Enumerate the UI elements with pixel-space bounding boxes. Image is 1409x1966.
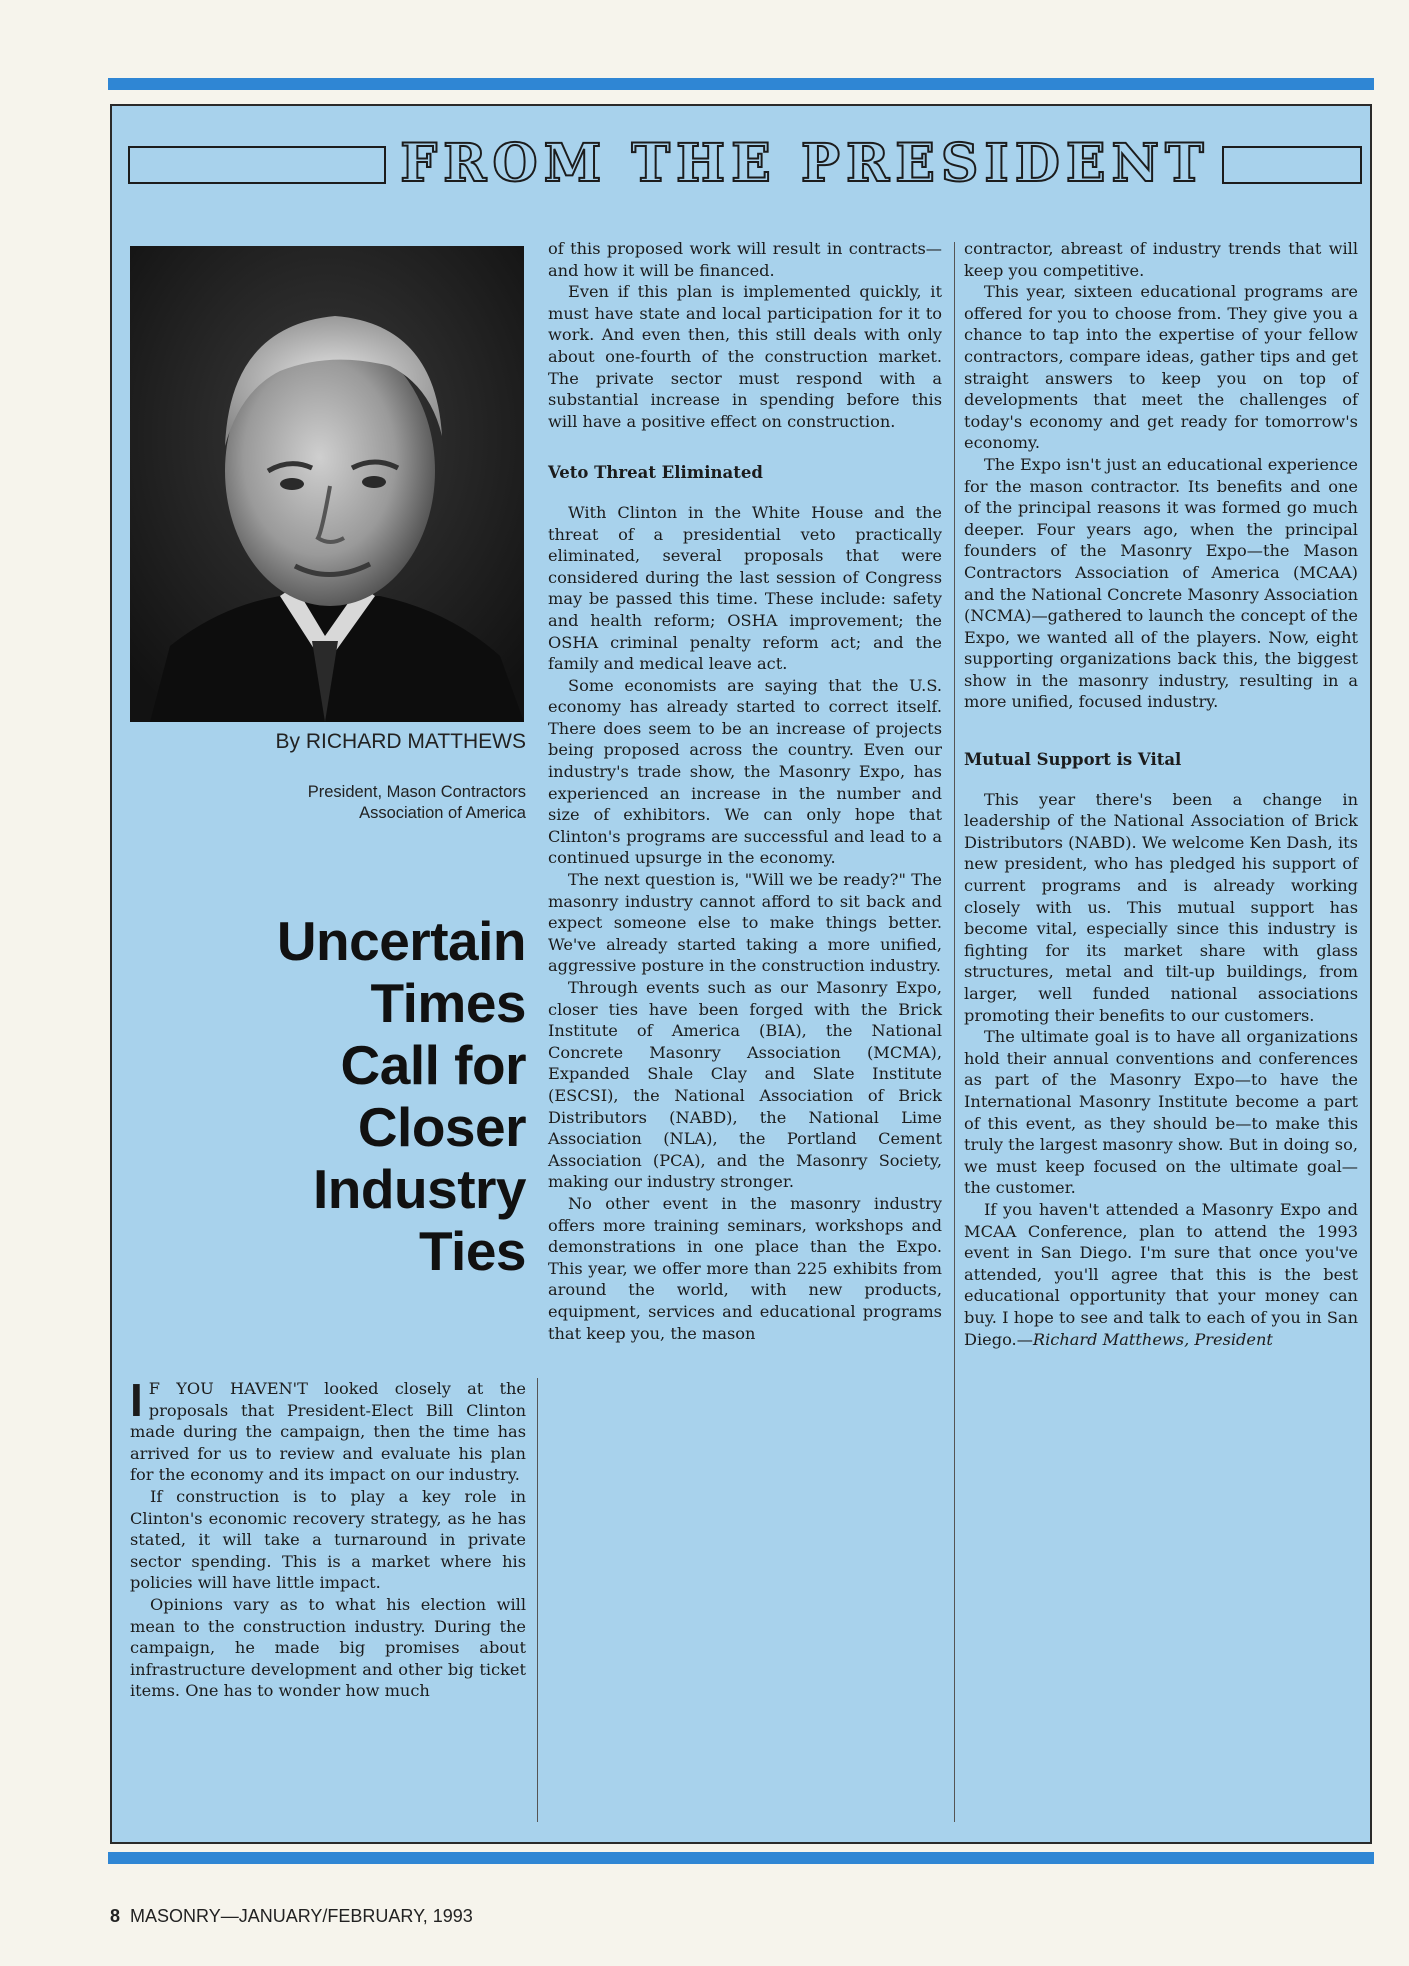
headline-line-6: Ties [418, 1220, 526, 1282]
paragraph: of this proposed work will result in contracts—and how it will be financed. [548, 239, 942, 280]
section-heading: Mutual Support is Vital [964, 750, 1182, 770]
headline-line-5: Industry [313, 1158, 526, 1220]
bottom-accent-bar [108, 1852, 1374, 1864]
top-accent-bar [108, 78, 1374, 90]
column-divider-1 [537, 1378, 538, 1822]
article-column-2 [548, 238, 942, 1344]
paragraph: If construction is to play a key role in Clinton's economic recovery strategy, as he has stated, it will take a turnaround in private sector spending. This is a market where his policies will have little impact. [130, 1486, 526, 1593]
paragraph: Even if this plan is implemented quickly, it must have state and local participation for it to work. And even then, this still deals with only about one-fourth of the construction market. The private sector must respond with a substantial increase in spending before this will have a positive effect on construction. [548, 282, 942, 431]
paragraph: Opinions vary as to what his election will mean to the construction industry. During the campaign, he made big promises about infrastructure development and other big ticket items. One has to wonder how much [130, 1594, 526, 1701]
page-footer [110, 1906, 473, 1927]
headline-line-1: Uncertain [276, 910, 526, 972]
author-portrait-photo [130, 246, 524, 722]
paragraph: No other event in the masonry industry offers more training seminars, workshops and demonstrations in one place than the Expo. This year, we offer more than 225 exhibits from around the world, with new products, equipment, services and educational programs that keep you, the mason [548, 1193, 942, 1343]
author-role-line-1: President, Mason Contractors [307, 783, 526, 801]
paragraph: This year, sixteen educational programs are offered for you to choose from. They give you a chance to tap into the expertise of your fellow contractors, compare ideas, gather tips and get straight answers to keep you on top of developments that meet the challenges of today's economy and get ready for tomorrow's economy. [964, 282, 1358, 453]
column-divider-2 [954, 242, 955, 1822]
paragraph-text: If you haven't attended a Masonry Expo and MCAA Conference, plan to attend the 1993 event in San Diego. I'm sure that once you've attended, you'll agree that this is the best educational opportunity that your money can buy. I hope to see and talk to each of you in San Diego.— [964, 1199, 1358, 1349]
paragraph: Some economists are saying that the U.S. economy has already started to correct itself. There does seem to be an increase of projects being proposed across the country. Even our industry's trade show, the Masonry Expo, has experienced an increase in the number and size of exhibitors. We can only hope that Clinton's programs are successful and lead to a continued upsurge in the economy. [548, 675, 942, 868]
author-byline: By RICHARD MATTHEWS [275, 730, 526, 753]
publication-info: MASONRY—JANUARY/FEBRUARY, 1993 [130, 1906, 473, 1926]
signature: Richard Matthews, President [1032, 1329, 1273, 1349]
masthead-rule-left [128, 146, 386, 184]
author-role [130, 782, 526, 824]
section-heading: Veto Threat Eliminated [548, 463, 763, 483]
masthead-title: FROM THE PRESIDENT [400, 133, 1210, 194]
paragraph: The ultimate goal is to have all organizations hold their annual conventions and conferences as part of the Masonry Expo—to have the International Masonry Institute become a part of this event, as they should be—to make this truly the largest masonry show. But in doing so, we must keep focused on the ultimate goal—the customer. [964, 1027, 1358, 1198]
paragraph-text: F YOU HAVEN'T looked closely at the proposals that President-Elect Bill Clinton made during the campaign, then the time has arrived for us to review and evaluate his plan for the economy and its impact on our industry. [130, 1379, 526, 1485]
headline-line-2: Times [370, 972, 526, 1034]
headline-line-3: Call for [340, 1034, 526, 1096]
page-number: 8 [110, 1906, 121, 1926]
author-role-line-2: Association of America [359, 804, 526, 822]
article-panel [110, 104, 1372, 1844]
paragraph [130, 1374, 526, 1486]
headline-line-4: Closer [357, 1096, 526, 1158]
paragraph: contractor, abreast of industry trends that will keep you competitive. [964, 239, 1358, 280]
article-column-3 [964, 238, 1358, 1350]
paragraph: Through events such as our Masonry Expo, closer ties have been forged with the Brick Institute of America (BIA), the National Concrete Masonry Association (MCMA), Expanded Shale Clay and Slate Institute (ESCSI), the National Association of Brick Distributors (NABD), the National Lime Association (NLA), the Portland Cement Association (PCA), and the Masonry Society, making our industry stronger. [548, 978, 942, 1192]
portrait-icon [130, 246, 524, 722]
paragraph: This year there's been a change in leadership of the National Association of Brick Distributors (NABD). We welcome Ken Dash, its new president, who has pledged his support of current programs and is already working closely with us. This mutual support has become vital, especially since this industry is fighting for its market share with glass structures, metal and tilt-up buildings, from larger, well funded national associations promoting their benefits to our customers. [964, 789, 1358, 1025]
paragraph: The Expo isn't just an educational experience for the mason contractor. Its benefits and one of the principal reasons it was formed go much deeper. Four years ago, when the principal founders of the Masonry Expo—the Mason Contractors Association of America (MCAA) and the National Concrete Masonry Association (NCMA)—gathered to launch the concept of the Expo, we wanted all of the players. Now, eight supporting organizations back this, the biggest show in the masonry industry, resulting in a more unified, focused industry. [964, 454, 1358, 712]
article-headline [130, 910, 526, 1282]
paragraph [964, 1199, 1358, 1350]
paragraph: With Clinton in the White House and the threat of a presidential veto practically eliminated, several proposals that were considered during the last session of Congress may be passed this time. These include: safety and health reform; OSHA improvement; the OSHA criminal penalty reform act; and the family and medical leave act. [548, 502, 942, 674]
drop-cap: I [130, 1374, 143, 1426]
paragraph: The next question is, "Will we be ready?" The masonry industry cannot afford to sit back and expect someone else to make things better. We've already started taking a more unified, aggressive posture in the construction industry. [548, 870, 942, 976]
article-column-1 [130, 1374, 526, 1702]
masthead-rule-right [1222, 146, 1362, 184]
